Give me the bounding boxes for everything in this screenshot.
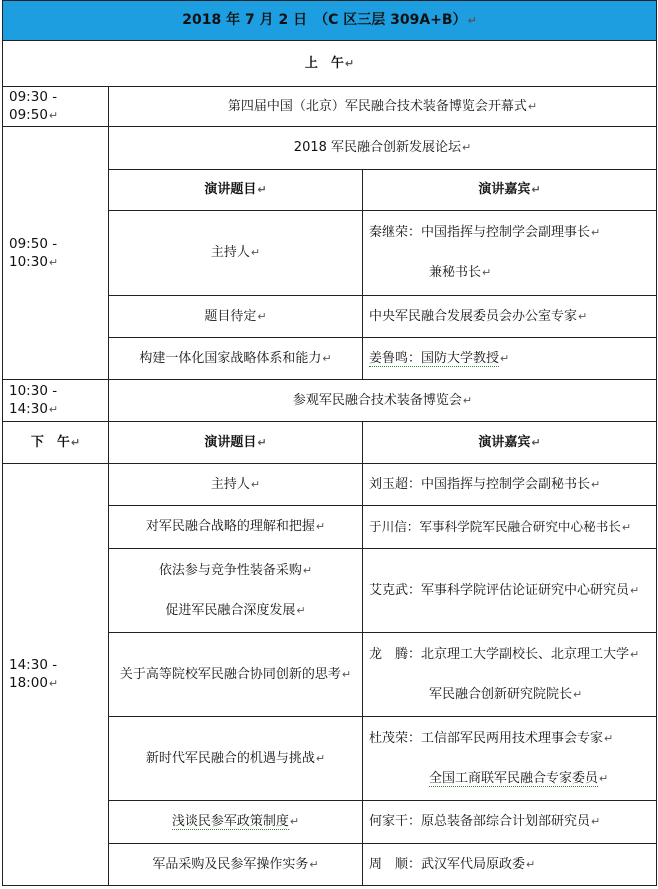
paragraph-mark: ↵ [573, 687, 583, 701]
guest-line: 秦继荣：中国指挥与控制学会副理事长↵ [369, 225, 601, 240]
paragraph-mark: ↵ [462, 393, 473, 407]
visit-time: 10:30 - 14:30↵ [3, 380, 109, 422]
paragraph-mark: ↵ [296, 603, 306, 617]
paragraph-mark: ↵ [257, 183, 267, 196]
guest-line: 杜茂荣：工信部军民两用技术理事会专家↵ [369, 730, 614, 746]
afternoon-row-topic: 新时代军民融合的机遇与挑战↵ [109, 717, 363, 801]
afternoon-row-guest [363, 717, 657, 801]
paragraph-mark: ↵ [315, 751, 326, 765]
afternoon-row-guest: 周 顺：武汉军代局原政委↵ [363, 844, 657, 886]
forum-col-topic: 演讲题目↵ [109, 170, 363, 211]
forum-row-topic: 主持人↵ [109, 211, 363, 296]
paragraph-mark: ↵ [482, 266, 492, 279]
paragraph-mark: ↵ [604, 731, 614, 745]
forum-col-guest: 演讲嘉宾↵ [363, 170, 657, 211]
paragraph-mark: ↵ [591, 477, 601, 491]
paragraph-mark: ↵ [309, 857, 319, 871]
afternoon-label: 下 午↵ [3, 422, 109, 464]
guest-line: 兼秘书长↵ [429, 265, 492, 280]
paragraph-mark: ↵ [289, 815, 300, 828]
paragraph-mark: ↵ [257, 435, 267, 449]
paragraph-mark: ↵ [257, 309, 267, 323]
paragraph-mark: ↵ [630, 583, 640, 597]
paragraph-mark: ↵ [302, 563, 313, 577]
paragraph-mark: ↵ [591, 226, 601, 239]
forum-row-topic: 构建一体化国家战略体系和能力↵ [109, 338, 363, 380]
guest-line: 军民融合创新研究院院长↵ [429, 686, 583, 702]
paragraph-mark: ↵ [467, 14, 477, 27]
paragraph-mark: ↵ [48, 677, 59, 690]
guest-line: 全国工商联军民融合专家委员↵ [429, 770, 609, 786]
paragraph-mark: ↵ [630, 647, 640, 661]
morning-label-cell [3, 41, 657, 87]
paragraph-mark: ↵ [462, 141, 472, 154]
afternoon-row-guest: 于川信：军事科学院军民融合研究中心秘书长↵ [363, 506, 657, 549]
forum-row-topic: 题目待定↵ [109, 296, 363, 338]
paragraph-mark: ↵ [500, 351, 510, 365]
afternoon-row-guest: 何家干：原总装备部综合计划部研究员↵ [363, 801, 657, 844]
afternoon-row-guest [363, 633, 657, 717]
guest-line: 龙 腾：北京理工大学副校长、北京理工大学↵ [369, 646, 640, 662]
paragraph-mark: ↵ [591, 815, 601, 828]
topic-line: 依法参与竞争性装备采购↵ [158, 562, 313, 578]
forum-row-guest [363, 211, 657, 296]
header-title: 2018 年 7 月 2 日 （C 区三层 309A+B） [182, 12, 467, 28]
paragraph-mark: ↵ [48, 109, 59, 122]
afternoon-row-topic: 对军民融合战略的理解和把握↵ [109, 506, 363, 549]
paragraph-mark: ↵ [48, 255, 59, 269]
paragraph-mark: ↵ [526, 857, 536, 871]
paragraph-mark: ↵ [315, 520, 326, 533]
afternoon-row-guest: 刘玉超：中国指挥与控制学会副秘书长↵ [363, 464, 657, 506]
paragraph-mark: ↵ [621, 520, 632, 534]
paragraph-mark: ↵ [48, 403, 59, 416]
forum-title: 2018 军民融合创新发展论坛↵ [109, 127, 657, 170]
opening-time: 09:30 - 09:50↵ [3, 87, 109, 127]
paragraph-mark: ↵ [250, 246, 261, 259]
paragraph-mark: ↵ [599, 771, 609, 785]
afternoon-row-topic [109, 549, 363, 633]
afternoon-row-topic: 关于高等院校军民融合协同创新的思考↵ [109, 633, 363, 717]
schedule-header [3, 1, 657, 41]
paragraph-mark: ↵ [250, 477, 261, 491]
morning-label: 上 午 [304, 55, 344, 71]
afternoon-row-topic: 主持人↵ [109, 464, 363, 506]
afternoon-col-topic: 演讲题目↵ [109, 422, 363, 464]
paragraph-mark: ↵ [531, 435, 541, 449]
paragraph-mark: ↵ [341, 667, 352, 681]
paragraph-mark: ↵ [70, 435, 81, 449]
topic-line: 促进军民融合深度发展↵ [165, 602, 306, 618]
afternoon-row-guest: 艾克武：军事科学院评估论证研究中心研究员↵ [363, 549, 657, 633]
afternoon-time: 14:30 - 18:00↵ [3, 464, 109, 886]
forum-row-guest: 中央军民融合发展委员会办公室专家↵ [363, 296, 657, 338]
forum-row-guest: 姜鲁鸣：国防大学教授↵ [363, 338, 657, 380]
schedule-table [2, 0, 657, 886]
paragraph-mark: ↵ [344, 56, 355, 70]
afternoon-row-topic: 浅谈民参军政策制度↵ [109, 801, 363, 844]
forum-time: 09:50 - 10:30↵ [3, 127, 109, 380]
paragraph-mark: ↵ [322, 351, 332, 365]
paragraph-mark: ↵ [531, 183, 541, 196]
afternoon-row-topic: 军品采购及民参军操作实务↵ [109, 844, 363, 886]
paragraph-mark: ↵ [578, 309, 588, 323]
visit-title: 参观军民融合技术装备博览会↵ [109, 380, 657, 422]
opening-title: 第四届中国（北京）军民融合技术装备博览会开幕式↵ [109, 87, 657, 127]
afternoon-col-guest: 演讲嘉宾↵ [363, 422, 657, 464]
paragraph-mark: ↵ [527, 99, 538, 113]
